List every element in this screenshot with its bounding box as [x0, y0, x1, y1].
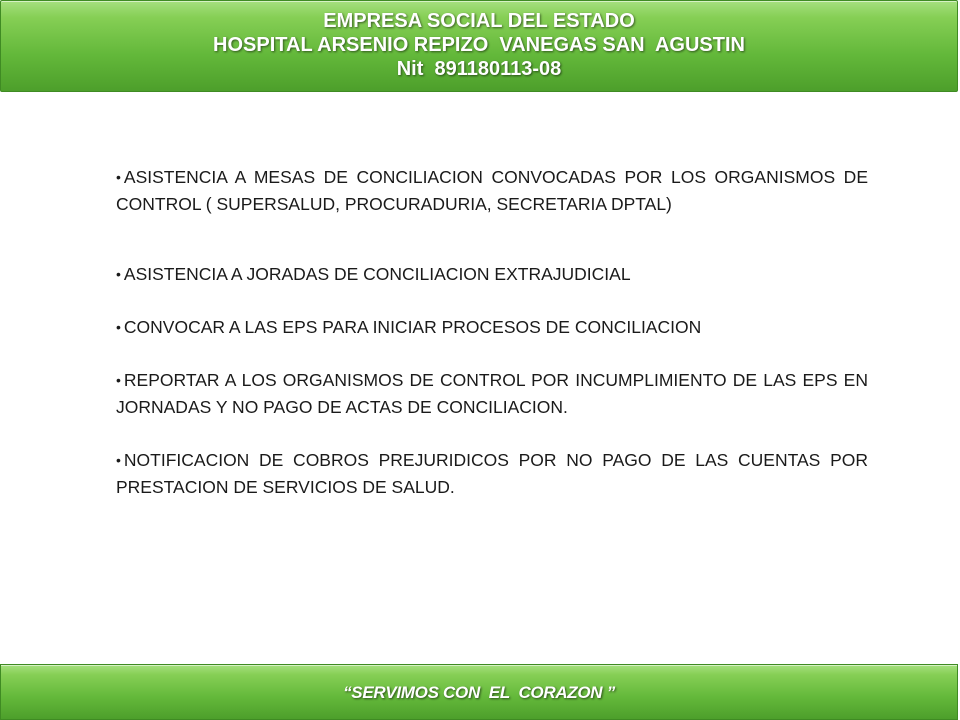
bullet-icon: •	[116, 169, 121, 185]
footer-slogan: “SERVIMOS CON EL CORAZON ”	[343, 683, 615, 702]
bullet-list	[116, 164, 868, 501]
bullet-icon: •	[116, 319, 121, 335]
list-item	[116, 447, 868, 501]
list-item	[116, 314, 868, 341]
list-item-text: ASISTENCIA A MESAS DE CONCILIACION CONVOCADAS POR LOS ORGANISMOS DE CONTROL ( SUPERSALUD, PROCURADURIA, SECRETARIA DPTAL)	[116, 167, 868, 214]
header-title-line-2: HOSPITAL ARSENIO REPIZO VANEGAS SAN AGUSTIN	[213, 34, 745, 56]
footer-banner	[0, 664, 958, 720]
list-item-text: CONVOCAR A LAS EPS PARA INICIAR PROCESOS DE CONCILIACION	[123, 317, 702, 337]
list-item-text: NOTIFICACION DE COBROS PREJURIDICOS POR NO PAGO DE LAS CUENTAS POR PRESTACION DE SERVICIOS DE SALUD.	[116, 450, 868, 497]
header-nit-line: Nit 891180113-08	[396, 58, 562, 80]
list-item	[116, 367, 868, 421]
list-item-text: REPORTAR A LOS ORGANISMOS DE CONTROL POR INCUMPLIMIENTO DE LAS EPS EN JORNADAS Y NO PAGO DE ACTAS DE CONCILIACION.	[116, 370, 868, 417]
bullet-icon: •	[116, 372, 121, 388]
bullet-icon: •	[116, 266, 121, 282]
bullet-icon: •	[116, 452, 121, 468]
list-item	[116, 261, 868, 288]
header-banner	[0, 0, 958, 92]
list-item	[116, 164, 868, 218]
header-title-line-1: EMPRESA SOCIAL DEL ESTADO	[323, 10, 635, 32]
list-item-text: ASISTENCIA A JORADAS DE CONCILIACION EXTRAJUDICIAL	[123, 264, 631, 284]
